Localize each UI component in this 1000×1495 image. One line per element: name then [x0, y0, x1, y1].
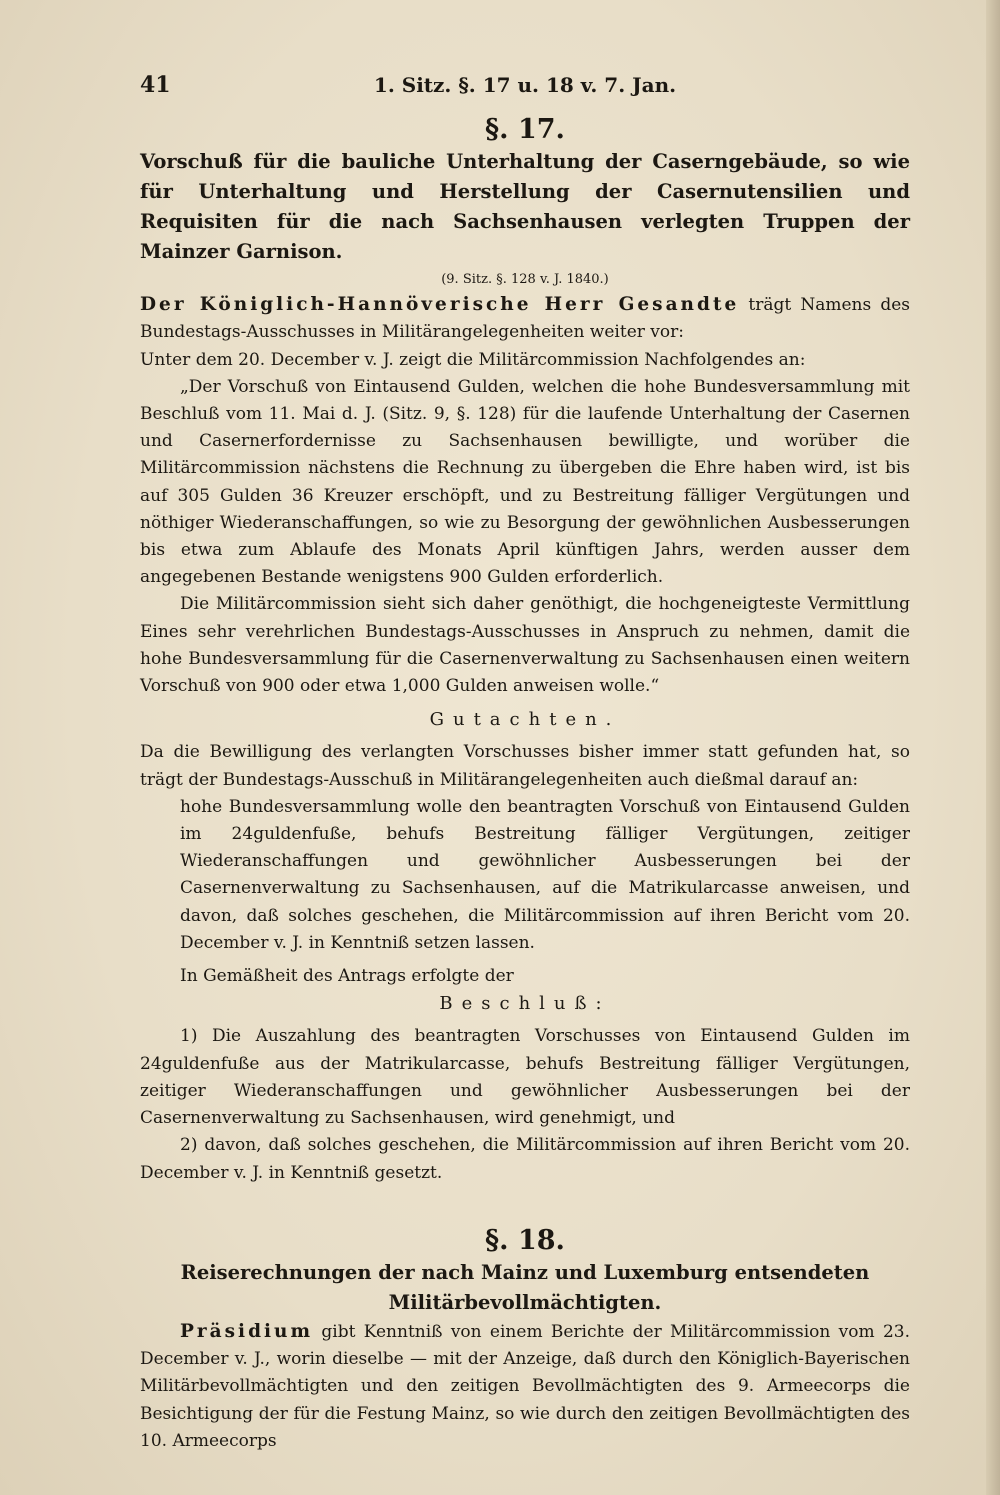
quote-paragraph-2: Die Militärcommission sieht sich daher genöthigt, die hochgeneigteste Vermittlung Eines sehr verehrlichen Bundestags-Ausschusses in Anspruch zu nehmen, damit die hohe Bundesversammlung für die Casernenverwaltung zu Sachsenhausen einen weitern Vorschuß von 900 oder etwa 1,000 Gulden anweisen wolle.“: [140, 594, 910, 697]
beschluss-heading: Beschluß:: [439, 993, 611, 1015]
section-17-title: Vorschuß für die bauliche Unterhaltung der Caserngebäude, so wie für Unterhaltung und Herstellung der Casernutensilien und Requisiten für die nach Sachsenhausen verlegten Truppen der Mainzer Garnison.: [140, 150, 910, 264]
intro-text: trägt Namens des Bundestags-Ausschusses in Militärangelegenheiten weiter vor:: [140, 295, 910, 343]
section-18-number: §. 18.: [485, 1224, 565, 1256]
page-header: [140, 60, 910, 106]
intro-paragraph: [140, 291, 910, 346]
section-18-title: Reiserechnungen der nach Mainz und Luxemburg entsendeten Militärbevollmächtigten.: [180, 1260, 870, 1314]
page-number: 41: [140, 72, 171, 98]
gutachten-heading: Gutachten.: [429, 709, 621, 731]
praesidium-text: gibt Kenntniß von einem Berichte der Militärcommission vom 23. December v. J., worin dieselbe — mit der Anzeige, daß durch den Königlich-Bayerischen Militärbevollmächtigten und den zeitigen Bevollmächtigten des 9. Armeecorps die Besichtigung der für die Festung Mainz, so wie durch den zeitigen Bevollmächtigten des 10. Armeecorps: [140, 1321, 910, 1451]
motion-line: In Gemäßheit des Antrags erfolgte der: [180, 966, 514, 987]
resolution-item-1: 1) Die Auszahlung des beantragten Vorschusses von Eintausend Gulden im 24guldenfuße aus der Matrikularcasse, behufs Bestreitung fälliger Vergütungen, zeitiger Wiederanschaffungen und gewöhnlicher Ausbesserungen bei der Casernenverwaltung zu Sachsenhausen, wird genehmigt, und: [140, 1026, 910, 1129]
quote-paragraph-1: „Der Vorschuß von Eintausend Gulden, welchen die hohe Bundesversammlung mit Beschluß vom 11. Mai d. J. (Sitz. 9, §. 128) für die laufende Unterhaltung der Casernen und Casernerfordernisse zu Sachsenhausen bewilligte, und worüber die Militärcommission nächstens die Rechnung zu übergeben die Ehre haben wird, ist bis auf 305 Gulden 36 Kreuzer erschöpft, und zu Bestreitung fälliger Vergütungen und nöthiger Wiederanschaffungen, so wie zu Besorgung der gewöhnlichen Ausbesserungen bis etwa zum Ablaufe des Monats April künftigen Jahrs, werden ausser dem angegebenen Bestande wenigstens 900 Gulden erforderlich.: [140, 376, 910, 588]
report-line: Unter dem 20. December v. J. zeigt die Militärcommission Nachfolgendes an:: [140, 349, 806, 370]
page-content: [140, 60, 910, 1455]
praesidium-paragraph: [140, 1318, 910, 1455]
resolution-item-2: 2) davon, daß solches geschehen, die Militärcommission auf ihren Bericht vom 20. December v. J. in Kenntniß gesetzt.: [140, 1135, 910, 1183]
speaker-name: Der Königlich-Hannöverische Herr Gesandte: [140, 294, 740, 316]
praesidium-label: Präsidium: [180, 1320, 314, 1342]
running-title: 1. Sitz. §. 17 u. 18 v. 7. Jan.: [373, 73, 677, 97]
page-edge: [986, 0, 1000, 1495]
gutachten-text: hohe Bundesversammlung wolle den beantragten Vorschuß von Eintausend Gulden im 24guldenfuße, behufs Bestreitung fälliger Vergütungen, zeitiger Wiederanschaffungen und gewöhnlicher Ausbesserungen bei der Casernenverwaltung zu Sachsenhausen, auf die Matrikularcasse anweisen, und davon, daß solches geschehen, die Militärcommission auf ihren Bericht vom 20. December v. J. in Kenntniß setzen lassen.: [180, 796, 910, 953]
section-17-reference: (9. Sitz. §. 128 v. J. 1840.): [441, 272, 609, 288]
gutachten-intro: Da die Bewilligung des verlangten Vorschusses bisher immer statt gefunden hat, so trägt der Bundestags-Ausschuß in Militärangelegenheiten auch dießmal darauf an:: [140, 742, 910, 790]
section-17-number: §. 17.: [485, 114, 565, 145]
